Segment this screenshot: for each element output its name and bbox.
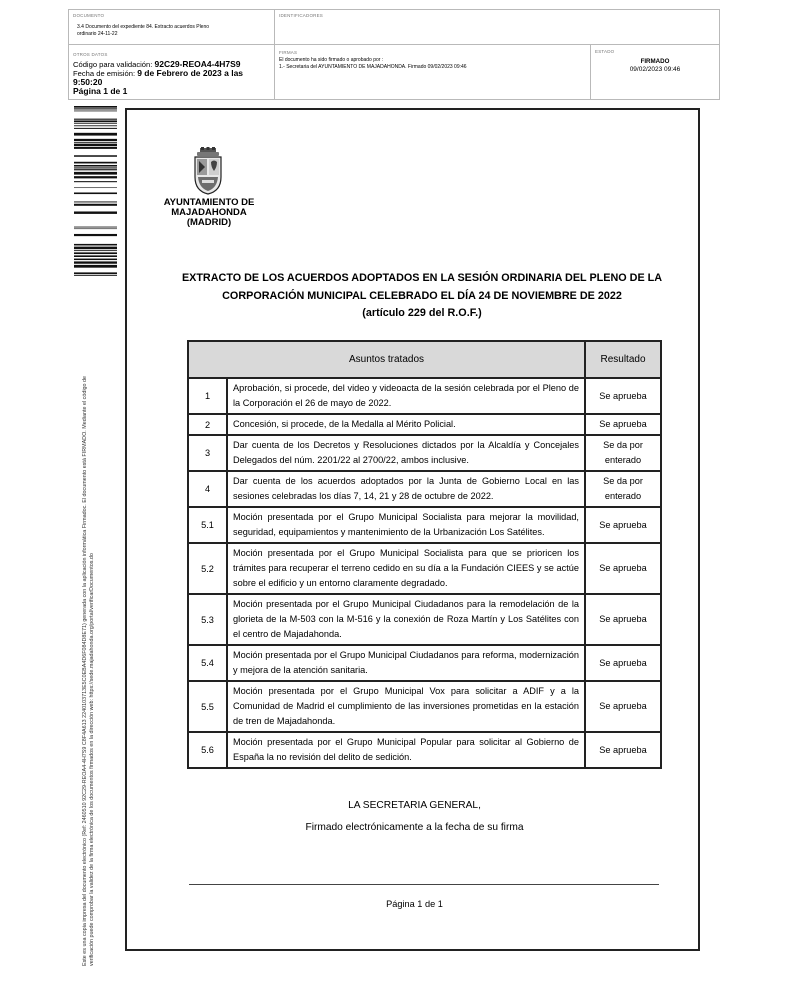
row-result: Se aprueba	[585, 378, 661, 414]
row-result: Se aprueba	[585, 543, 661, 594]
verification-side-legend	[82, 301, 96, 966]
document-title	[167, 270, 677, 323]
codigo-label: Código para validación:	[73, 60, 153, 69]
row-result: Se da por enterado	[585, 435, 661, 471]
coat-of-arms-icon	[191, 147, 225, 195]
table-row	[188, 543, 661, 594]
row-subject: Dar cuenta de los Decretos y Resoluciones dictados por la Alcaldía y Concejales Delegados del núm. 2201/22 al 2700/22, ambos inclusive.	[227, 435, 585, 471]
table-row	[188, 645, 661, 681]
firmas-intro: El documento ha sido firmado o aprobado por :	[279, 57, 384, 63]
ayto-line2: MAJADAHONDA	[171, 207, 247, 218]
signature-note: Firmado electrónicamente a la fecha de su firma	[305, 822, 524, 833]
estado-value: FIRMADO	[640, 58, 670, 65]
side-legend-line2: verificación puede comprobar la validez de la firma electrónica de los documentos firmados en la dirección web: https://sede.majadahonda.org/portal/verificarDocumentos.do	[89, 553, 95, 966]
row-subject: Dar cuenta de los acuerdos adoptados por la Junta de Gobierno Local en las sesiones celebradas los días 7, 14, 21 y 28 de octubre de 2022.	[227, 471, 585, 507]
row-number: 5.2	[188, 543, 227, 594]
barcode	[74, 106, 117, 276]
row-result: Se aprueba	[585, 507, 661, 543]
fecha-label: Fecha de emisión:	[73, 69, 136, 78]
row-result: Se aprueba	[585, 645, 661, 681]
document-page	[125, 108, 700, 951]
row-number: 5.6	[188, 732, 227, 768]
row-number: 5.3	[188, 594, 227, 645]
estado-cell	[591, 45, 719, 99]
meta-page-count: Página 1 de 1	[73, 86, 128, 96]
fecha-value: 9 de Febrero de 2023 a las 9:50:20	[73, 68, 244, 87]
ayuntamiento-heading	[149, 198, 269, 228]
row-result: Se da por enterado	[585, 471, 661, 507]
footer-divider	[189, 884, 659, 885]
header-resultado: Resultado	[585, 341, 661, 378]
row-subject: Concesión, si procede, de la Medalla al Mérito Policial.	[227, 414, 585, 435]
table-row	[188, 414, 661, 435]
table-header-row	[188, 341, 661, 378]
table-row	[188, 681, 661, 732]
firmas-signer: 1.- Secretaria del AYUNTAMIENTO DE MAJADAHONDA. Firmado 09/02/2023 09:46	[279, 64, 467, 70]
title-line3: (artículo 229 del R.O.F.)	[362, 307, 482, 319]
row-number: 5.4	[188, 645, 227, 681]
row-subject: Moción presentada por el Grupo Municipal Popular para solicitar al Gobierno de España la no revisión del delito de sedición.	[227, 732, 585, 768]
row-subject: Moción presentada por el Grupo Municipal Ciudadanos para la remodelación de la glorieta de la M-503 con la M-516 y la conexión de Roza Martín y Los Satélites con el centro de Majadahonda.	[227, 594, 585, 645]
document-metadata-box	[68, 9, 720, 100]
documento-label: DOCUMENTO	[73, 13, 105, 18]
estado-date: 09/02/2023 09:46	[629, 66, 681, 73]
row-number: 4	[188, 471, 227, 507]
table-row	[188, 378, 661, 414]
agreements-table	[187, 340, 662, 769]
firmas-label: FIRMAS	[279, 50, 298, 55]
ayto-line1: AYUNTAMIENTO DE	[163, 197, 255, 208]
identificadores-cell	[275, 10, 719, 45]
row-number: 5.5	[188, 681, 227, 732]
table-row	[188, 471, 661, 507]
row-subject: Moción presentada por el Grupo Municipal Socialista para mejorar la movilidad, seguridad, equipamientos y mantenimiento de la Urbanización Los Satélites.	[227, 507, 585, 543]
row-subject: Moción presentada por el Grupo Municipal Vox para solicitar a ADIF y a la Comunidad de Madrid el cumplimiento de las inversiones prometidas en la estación de tren de Majadahonda.	[227, 681, 585, 732]
identificadores-label: IDENTIFICADORES	[279, 13, 324, 18]
row-number: 1	[188, 378, 227, 414]
table-row	[188, 732, 661, 768]
table-row	[188, 435, 661, 471]
codigo-value: 92C29-REOA4-4H7S9	[154, 59, 241, 69]
row-result: Se aprueba	[585, 594, 661, 645]
row-number: 3	[188, 435, 227, 471]
ayto-line3: (MADRID)	[186, 217, 232, 228]
documento-cell	[69, 10, 275, 45]
row-result: Se aprueba	[585, 414, 661, 435]
firmas-cell	[275, 45, 591, 99]
table-row	[188, 507, 661, 543]
otros-datos-cell	[69, 45, 275, 99]
header-asuntos: Asuntos tratados	[188, 341, 585, 378]
table-row	[188, 594, 661, 645]
side-legend-line1: Este es una copia impresa del documento electrónico (Ref: 2460510 92C29-REOA4-4H7S9 C8F4A613 2240103713E5C0EBA4D6F084D8E71) generada con la aplicación informática Firmadoc. El documento está FIRMADO. Mediante el código de	[82, 375, 88, 966]
otros-datos-label: OTROS DATOS	[73, 52, 108, 57]
documento-description: 3.4 Documento del expediente 84. Extracto acuerdos Pleno ordinario 24-11-22	[77, 24, 210, 37]
page-number: Página 1 de 1	[386, 899, 443, 909]
row-number: 5.1	[188, 507, 227, 543]
validation-info	[73, 60, 270, 96]
row-subject: Aprobación, si procede, del video y videoacta de la sesión celebrada por el Pleno de la Corporación el 26 de mayo de 2022.	[227, 378, 585, 414]
title-line2: CORPORACIÓN MUNICIPAL CELEBRADO EL DÍA 24 DE NOVIEMBRE DE 2022	[222, 289, 622, 302]
row-number: 2	[188, 414, 227, 435]
row-subject: Moción presentada por el Grupo Municipal Socialista para que se prioricen los trámites para recuperar el terreno cedido en su día a la Fundación CIEES y se actúe sobre el edificio y un entorno claramente degradado.	[227, 543, 585, 594]
signature-title: LA SECRETARIA GENERAL,	[348, 800, 481, 811]
row-result: Se aprueba	[585, 732, 661, 768]
title-line1: EXTRACTO DE LOS ACUERDOS ADOPTADOS EN LA SESIÓN ORDINARIA DEL PLENO DE LA	[181, 272, 663, 284]
estado-label: ESTADO	[595, 49, 615, 54]
row-subject: Moción presentada por el Grupo Municipal Ciudadanos para reforma, modernización y mejora de la atención sanitaria.	[227, 645, 585, 681]
row-result: Se aprueba	[585, 681, 661, 732]
